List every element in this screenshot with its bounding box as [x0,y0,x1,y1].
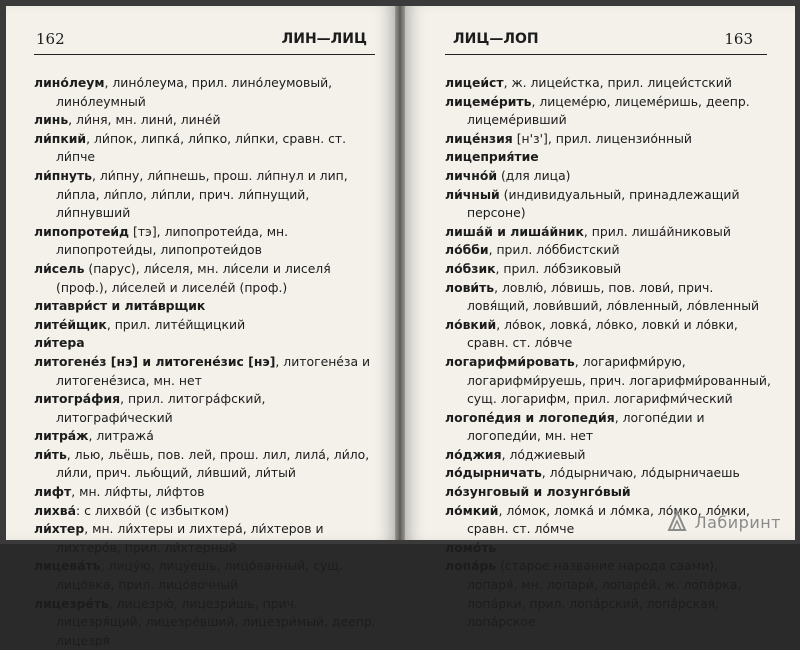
dictionary-entry [34,390,377,427]
entry-headword: лихва́ [34,502,76,518]
entry-headword: литéйщик [34,316,107,332]
entry-definition: (для лица) [497,167,571,183]
dictionary-entry [445,483,771,502]
right-page [405,6,795,630]
entry-definition: , литогенéза и литогенéзиса, мн. нет [56,353,371,388]
header-rule [445,54,767,55]
dictionary-entry [445,279,771,316]
entry-headword: ли́ть [34,446,67,462]
dictionary-entry [34,334,377,353]
dictionary-entry [445,446,771,465]
entry-definition: [н'з'], прил. лицензио́нный [512,130,692,146]
dictionary-entry [445,316,771,353]
dictionary-entry [34,483,377,502]
dictionary-entry [34,297,377,316]
entry-headword: логопéдия и логопеди́я [445,409,615,425]
entry-definition: , лино́леума, прил. лино́леумовый, лино́леумный [56,75,333,109]
entry-definition: , прил. ло́бзиковый [495,260,622,276]
dictionary-entry [445,93,771,130]
dictionary-entry [34,130,377,167]
running-head-left [24,28,375,50]
entry-headword: липопротеи́д [34,223,130,239]
dictionary-entry [34,260,377,297]
entry-headword: ло́джия [445,446,502,462]
entry-definition: , литража́ [88,428,154,444]
entry-headword: ли́пкий [34,130,87,146]
dictionary-entry [445,557,771,631]
entry-definition: (старое название народа саами), лопаря́, мн. лопари́, лопарéй, ж. лопа́рка, лопа́рки, прил. лопа́рский, лопа́рская, лопа́рское [467,558,742,630]
entry-definition: , ло́дырничаю, ло́дырничаешь [541,465,740,481]
entry-definition: , лицу́ю, лицу́ешь, лицо́ванный, сущ. лицо́вка, прил. лицо́вочный [56,558,343,593]
entry-headword: ло́зунговый и лозунго́вый [445,484,631,500]
watermark-logo [667,510,781,532]
entry-headword: литогенéз [нэ] и литогенéзис [нэ] [34,353,276,369]
dictionary-entry [445,409,771,446]
entry-headword: лицéнзия [445,130,513,146]
dictionary-entries [34,74,377,650]
entry-definition: (индивидуальный, принадлежащий персоне) [467,186,740,221]
entry-definition: , прил. лиша́йниковый [583,223,731,239]
entry-definition: , мн. ли́фты, ли́фтов [71,484,205,500]
dictionary-entry [34,427,377,446]
entry-headword: лицеи́ст [445,75,504,90]
entry-headword: лицева́ть [34,558,101,574]
entry-definition: , мн. ли́хтеры и лихтера́, ли́хтеров и лихтеро́в, прил. ли́хтерный [56,521,324,555]
dictionary-entry [445,186,771,223]
entry-definition: : с лихво́й (с избытком) [75,502,230,518]
dictionary-entry [34,557,377,594]
entry-definition: , ло́вок, ловка́, ло́вко, ловки́ и ло́вки, сравн. ст. ло́вче [467,316,738,351]
entry-headword: ли́сель [34,260,85,276]
entry-headword: логарифми́ровать [445,353,575,369]
dictionary-entry [445,539,771,558]
entry-headword: ломо́ть [445,539,497,555]
entry-headword: ло́бзик [445,260,496,276]
entry-definition: , ло́джиевый [501,446,586,462]
entry-definition: , логарифми́рую, логарифми́руешь, прич. логарифми́рованный, сущ. логарифм, прил. логарифми́ческий [467,353,771,407]
dictionary-entries [445,74,771,632]
page-number: 162 [36,30,65,48]
entry-definition: (парус), ли́селя, мн. ли́сели и лиселя́ (проф.), ли́селей и лиселéй (проф.) [56,260,331,295]
entry-headword: ли́хтер [34,521,85,537]
dictionary-entry [34,167,377,223]
dictionary-entry [445,130,771,149]
entry-definition: , лицезрю́, лицезри́шь, прич. лицезря́щий, лицезре́вший, лицезри́мый, деепр. лицезря́ [56,595,376,648]
dictionary-entry [445,167,771,186]
entry-headword: лицеприя́тие [445,149,539,165]
entry-headword: лови́ть [445,279,495,295]
labyrinth-logo-icon [667,510,687,532]
entry-headword: ли́тера [34,335,85,351]
dictionary-entry [445,223,771,242]
running-head-range: ЛИН—ЛИЦ [281,31,367,47]
dictionary-entry [34,74,377,111]
left-page [6,6,395,648]
entry-headword: ли́чный [445,186,500,202]
entry-headword: ло́дырничать [445,465,542,481]
entry-definition: , прил. ло́ббистский [488,242,620,258]
dictionary-entry [34,520,377,557]
entry-definition: , ж. лицеи́стка, прил. лицеи́стский [503,75,732,90]
entry-headword: лопа́рь [445,558,497,574]
entry-definition: , прил. литéйщицкий [106,316,246,332]
entry-definition: , лицемéрю, лицемéришь, деепр. лицемéривший [467,93,750,128]
dictionary-entry [445,148,771,167]
dictionary-entry [34,223,377,260]
entry-definition: , прил. литогра́фский, литографи́ческий [56,391,266,425]
entry-definition: , ли́ня, мн. лини́, линéй [68,112,221,128]
entry-headword: ло́бби [445,242,489,258]
entry-headword: ли́пнуть [34,167,92,183]
entry-headword: лиша́й и лиша́йник [445,223,584,239]
entry-headword: ло́вкий [445,316,497,332]
entry-headword: литаври́ст и лита́врщик [34,298,206,314]
book-gutter [395,6,405,540]
entry-definition: , ли́пок, липка́, ли́пко, ли́пки, сравн. ст. ли́пче [56,130,347,165]
dictionary-entry [34,502,377,521]
running-head-right [445,28,775,50]
entry-headword: лицемéрить [445,93,532,109]
watermark-text: Лабиринт [694,513,781,532]
dictionary-entry [34,316,377,335]
dictionary-entry [445,241,771,260]
header-rule [34,54,375,55]
entry-headword: литра́ж [34,428,89,444]
dictionary-entry [34,111,377,130]
entry-headword: ло́мкий [445,502,499,518]
running-head-range: ЛИЦ—ЛОП [453,31,539,47]
dictionary-entry [34,446,377,483]
entry-headword: линь [34,112,69,128]
entry-definition: , лью, льёшь, пов. лей, прош. лил, лила́, ли́ло, ли́ли, прич. лью́щий, ли́вший, ли́тый [56,446,370,481]
entry-definition: [тэ], липопротеи́да, мн. липопротеи́ды, липопротеи́дов [56,223,289,258]
entry-headword: лино́леум [34,75,105,90]
dictionary-entry [445,464,771,483]
page-number: 163 [724,30,753,48]
entry-definition: , логопéдии и логопеди́и, мн. нет [467,409,705,444]
entry-headword: литогра́фия [34,391,121,407]
dictionary-entry [445,74,771,93]
dictionary-entry [34,353,377,390]
dictionary-entry [445,353,771,409]
entry-definition: , ли́пну, ли́пнешь, прош. ли́пнул и лип, ли́пла, ли́пло, ли́пли, прич. ли́пнущий, ли́пнувший [56,167,348,221]
entry-definition: , ловлю́, ло́вишь, пов. лови́, прич. ловя́щий, лови́вший, ло́вленный, ло́вленный [467,279,760,314]
dictionary-entry [445,260,771,279]
entry-headword: лично́й [445,167,498,183]
entry-headword: лифт [34,484,72,500]
entry-headword: лицезре́ть [34,595,109,611]
entry-definition: , ло́мок, ломка́ и ло́мка, ло́мко, ло́мки, сравн. ст. ло́мче [467,502,750,537]
dictionary-entry [34,595,377,650]
